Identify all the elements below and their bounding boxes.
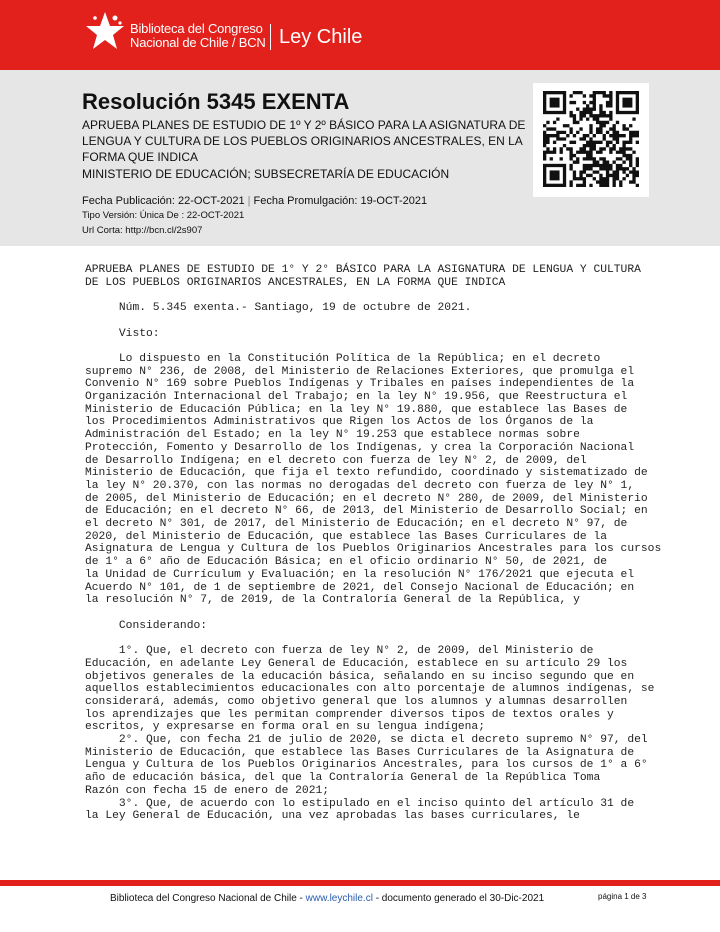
footer-rule: [0, 880, 720, 886]
ley-chile-logo[interactable]: Ley Chile: [279, 26, 363, 48]
leychile-link[interactable]: www.leychile.cl: [305, 893, 373, 904]
fecha-publicacion: Fecha Publicación: 22-OCT-2021: [82, 195, 245, 207]
document-body: [85, 264, 675, 823]
dates-separator: |: [247, 195, 251, 207]
logo-line-2: Nacional de Chile / BCN: [130, 35, 266, 50]
visto-label: Visto:: [85, 327, 160, 340]
bcn-star-logo-icon: [84, 10, 126, 52]
footer-prefix: Biblioteca del Congreso Nacional de Chile -: [110, 893, 306, 904]
tipo-version: Tipo Versión: Única De : 22-OCT-2021: [82, 210, 245, 221]
footer-text: [110, 893, 544, 904]
bcn-logo-text[interactable]: [130, 22, 266, 50]
considerando-label: Considerando:: [85, 619, 208, 632]
qr-code-icon: [543, 91, 639, 187]
url-corta[interactable]: Url Corta: http://bcn.cl/2s907: [82, 225, 203, 236]
document-dates: [82, 194, 427, 208]
document-title: Resolución 5345 EXENTA: [82, 89, 350, 114]
visto-text: Lo dispuesto en la Constitución Política de la República; en el decreto supremo N° 236, de 2008, del Ministerio de Relaciones Exteriores, que promulga el Convenio N° 169 sobre Pueblos Indígenas y Tribales en países independientes de la Organización Internacional del Trabajo; en la ley N° 19.956, que Reestructura el Ministerio de Educación Pública; en la ley N° 19.880, que establece las Bases de los Procedimientos Administrativos que Rigen los Actos de los Órganos de la Administración del Estado; en la ley N° 19.253 que establece normas sobre Protección, Fomento y Desarrollo de los Indígenas, y crea la Corporación Nacional de Desarrollo Indígena; en el decreto con fuerza de ley N° 2, de 2009, del Ministerio de Educación, que fija el texto refundido, coordinado y sistematizado de la ley N° 20.370, con las normas no derogadas del decreto con fuerza de ley N° 1, de 2005, del Ministerio de Educación; en el decreto N° 280, de 2009, del Ministerio de Educación; en el decreto N° 66, de 2013, del Ministerio de Desarrollo Social; en el decreto N° 301, de 2017, del Ministerio de Educación; en el decreto N° 97, de 2020, del Ministerio de Educación, que establece las Bases Curriculares de la Asignatura de Lengua y Cultura de los Pueblos Originarios Ancestrales para los cursos de 1° a 6° año de Educación Básica; en el oficio ordinario N° 50, de 2021, de la Unidad de Currículum y Evaluación; en la resolución N° 176/2021 que ejecuta el Acuerdo N° 101, de 1 de septiembre de 2021, del Consejo Nacional de Educación; en la resolución N° 7, de 2019, de la Contraloría General de la República, y: [85, 352, 662, 607]
body-heading: APRUEBA PLANES DE ESTUDIO DE 1° Y 2° BÁSICO PARA LA ASIGNATURA DE LENGUA Y CULTURA DE LOS PUEBLOS ORIGINARIOS ANCESTRALES, EN LA FORMA QUE INDICA: [85, 264, 641, 289]
considerando-text: 1°. Que, el decreto con fuerza de ley N° 2, de 2009, del Ministerio de Educación, en adelante Ley General de Educación, establece en su artículo 29 los objetivos generales de la educación básica, señalando en su inciso segundo que en aquellos establecimientos educacionales con alto porcentaje de alumnos indígenas, se considerará, además, como objetivo general que los alumnos y alumnas desarrollen los aprendizajes que les permitan comprender diversos tipos de textos orales y escritos, y expresarse en forma oral en su lengua indígena; 2°. Que, con fecha 21 de julio de 2020, se dicta el decreto supremo N° 97, del Ministerio de Educación, que establece las Bases Curriculares de la Asignatura de Lengua y Cultura de los Pueblos Originarios Ancestrales, para los cursos de 1° a 6° año de educación básica, del que la Contraloría General de la República Toma Razón con fecha 15 de enero de 2021; 3°. Que, de acuerdo con lo estipulado en el inciso quinto del artículo 31 de la Ley General de Educación, una vez aprobadas las bases curriculares, le: [85, 645, 655, 823]
logo-line-1: Biblioteca del Congreso: [130, 21, 263, 36]
resolution-number: Núm. 5.345 exenta.- Santiago, 19 de octubre de 2021.: [85, 302, 472, 315]
page-number: página 1 de 3: [598, 892, 647, 901]
document-subtitle: APRUEBA PLANES DE ESTUDIO DE 1º Y 2º BÁSICO PARA LA ASIGNATURA DE LENGUA Y CULTURA DE LOS PUEBLOS ORIGINARIOS ANCESTRALES, EN LA FORMA QUE INDICA: [82, 118, 526, 164]
qr-code: [533, 83, 649, 197]
logo-divider: [270, 24, 271, 50]
issuing-ministry: MINISTERIO DE EDUCACIÓN; SUBSECRETARÍA DE EDUCACIÓN: [82, 167, 450, 181]
footer-suffix: - documento generado el 30-Dic-2021: [372, 893, 545, 904]
fecha-promulgacion: Fecha Promulgación: 19-OCT-2021: [253, 195, 428, 207]
top-bar: [0, 0, 720, 70]
